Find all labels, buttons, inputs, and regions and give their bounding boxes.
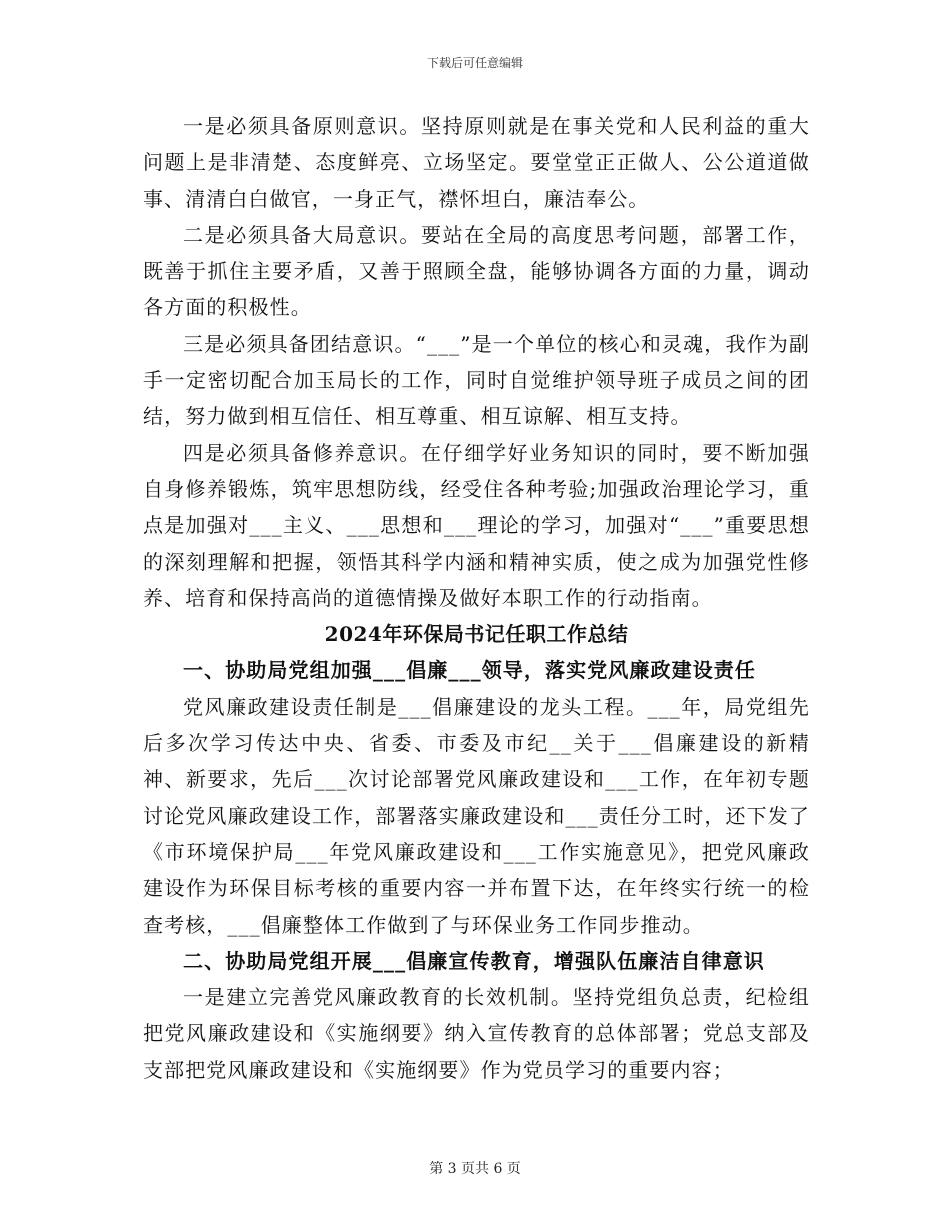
document-title: 2024年环保局书记任职工作总结: [324, 622, 629, 647]
page-footer: 第 3 页共 6 页: [429, 1161, 521, 1177]
paragraph-cultivation-awareness: 四是必须具备修养意识。在仔细学好业务知识的同时，要不断加强自身修养锻炼，筑牢思想防线，经受住各种考验;加强政治理论学习，重点是加强对___主义、___思想和___理论的学习，加强对“___”重要思想的深刻理解和把握，领悟其科学内涵和精神实质，使之成为加强党性修养、培育和保持高尚的道德情操及做好本职工作的行动指南。: [143, 440, 810, 610]
section-heading-2: 二、协助局党组开展___倡廉宣传教育，增强队伍廉洁自律意识: [183, 948, 765, 973]
paragraph-principle-awareness: 一是必须具备原则意识。坚持原则就是在事关党和人民利益的重大问题上是非清楚、态度鲜亮、立场坚定。要堂堂正正做人、公公道道做事、清清白白做官，一身正气，襟怀坦白，廉洁奉公。: [143, 114, 810, 211]
paragraph-education-mechanism: 一是建立完善党风廉政教育的长效机制。坚持党组负总责，纪检组把党风廉政建设和《实施纲要》纳入宣传教育的总体部署；党总支部及支部把党风廉政建设和《实施纲要》作为党员学习的重要内容；: [143, 985, 810, 1082]
page-header: 下载后可任意编辑: [426, 56, 523, 70]
document-body: [143, 108, 810, 1088]
paragraph-overall-awareness: 二是必须具备大局意识。要站在全局的高度思考问题，部署工作，既善于抓住主要矛盾，又善于照顾全盘，能够协调各方面的力量，调动各方面的积极性。: [143, 222, 810, 320]
paragraph-responsibility-system: 党风廉政建设责任制是___倡廉建设的龙头工程。___年，局党组先后多次学习传达中央、省委、市委及市纪__关于___倡廉建设的新精神、新要求，先后___次讨论部署党风廉政建设和___工作，在年初专题讨论党风廉政建设工作，部署落实廉政建设和___责任分工时，还下发了《市环境保护局___年党风廉政建设和___工作实施意见》，把党风廉政建设作为环保目标考核的重要内容一并布置下达，在年终实行统一的检查考核，___倡廉整体工作做到了与环保业务工作同步推动。: [143, 694, 810, 937]
section-heading-1: 一、协助局党组加强___倡廉___领导，落实党风廉政建设责任: [183, 658, 756, 683]
paragraph-unity-awareness: 三是必须具备团结意识。“___”是一个单位的核心和灵魂，我作为副手一定密切配合加玉局长的工作，同时自觉维护领导班子成员之间的团结，努力做到相互信任、相互尊重、相互谅解、相互支持。: [143, 331, 810, 429]
